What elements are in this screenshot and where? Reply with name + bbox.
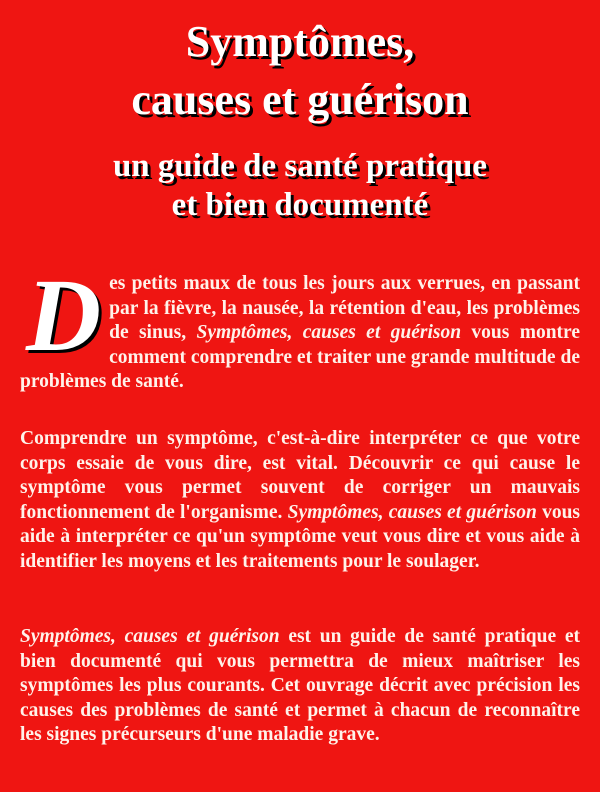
text-segment: es petits maux de tous les jours aux verrues, en passant par la fièvre, la nausée, la rétention d'eau, les problèmes de sinus, bbox=[109, 273, 580, 344]
book-title-line-1: Symptômes, bbox=[185, 17, 415, 66]
book-title-italic: Symptômes, causes et guérison bbox=[287, 501, 537, 523]
text-segment: est un guide de santé pratique et bien documenté qui vous permettra de mieux maîtriser les symptômes les plus courants. Cet ouvrage décrit avec précision les causes des problèmes de santé et permet à chacun de reconnaître les signes précurseurs d'une maladie grave. bbox=[20, 626, 581, 746]
text-segment: vous montre comment comprendre et traiter une grande multitude de problèmes de santé. bbox=[20, 322, 580, 393]
book-title-line-2: causes et guérison bbox=[131, 75, 469, 124]
drop-cap: D bbox=[26, 258, 102, 373]
paragraph-symptoms bbox=[20, 427, 580, 575]
book-title-italic: Symptômes, causes et guérison bbox=[20, 626, 280, 647]
book-title-italic: Symptômes, causes et guérison bbox=[196, 322, 462, 344]
subtitle-line-1: un guide de santé pratique bbox=[112, 148, 488, 184]
paragraph-summary bbox=[20, 625, 580, 748]
text-segment: vous aide à interpréter ce qu'un symptôme veut vous dire et vous aide à identifier les moyens et les traitements pour le soulager. bbox=[20, 501, 581, 572]
text-segment: Comprendre un symptôme, c'est-à-dire interpréter ce que votre corps essaie de vous dire, est vital. Découvrir ce qui cause le symptôme vous permet souvent de corriger un mauvais fonctionnement de l'organisme. bbox=[20, 428, 580, 523]
paragraph-intro bbox=[20, 258, 580, 395]
subtitle-line-2: et bien documenté bbox=[171, 187, 429, 223]
